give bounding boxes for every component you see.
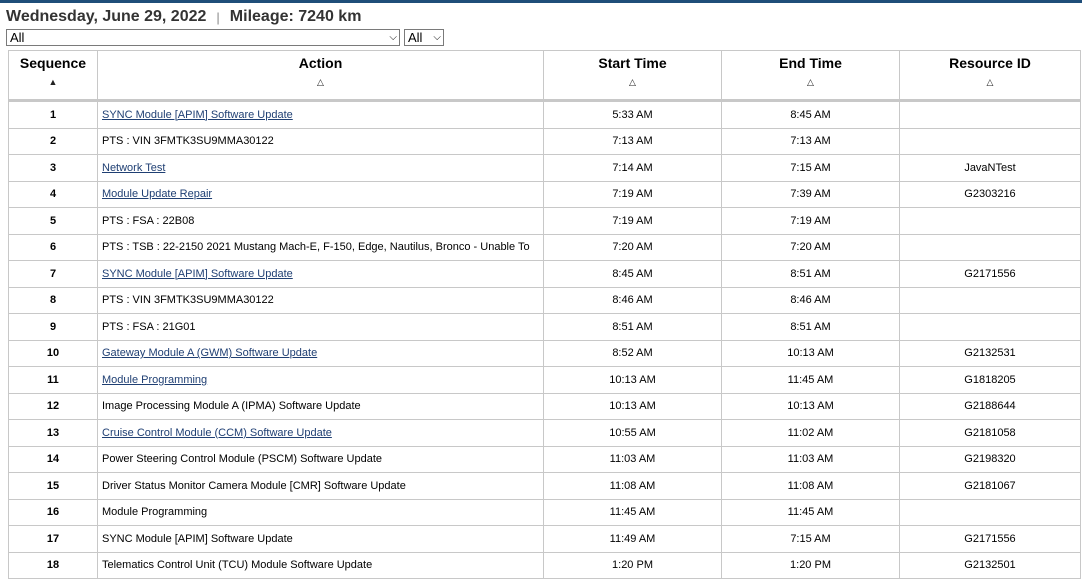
sequence-cell: 14 [9,446,98,473]
table-row [9,128,1081,155]
filter-select-secondary[interactable] [404,29,444,46]
action-cell [98,181,544,208]
end-time-cell: 7:15 AM [722,526,900,553]
end-time-cell: 10:13 AM [722,393,900,420]
sequence-cell: 12 [9,393,98,420]
header-separator: | [216,9,220,25]
resource-id-cell: G2188644 [900,393,1081,420]
filter-bar [6,29,444,46]
action-cell [98,420,544,447]
sequence-cell: 9 [9,314,98,341]
action-cell [98,499,544,526]
table-row [9,499,1081,526]
sequence-cell: 2 [9,128,98,155]
resource-id-cell [900,314,1081,341]
end-time-cell: 8:51 AM [722,261,900,288]
action-link[interactable]: Module Programming [102,373,208,386]
action-cell [98,128,544,155]
chevron-down-icon: ⌵ [433,31,441,43]
table-row [9,287,1081,314]
sequence-cell: 6 [9,234,98,261]
end-time-cell: 11:45 AM [722,499,900,526]
resource-id-cell [900,101,1081,129]
action-text: Module Programming [102,506,208,519]
action-cell [98,287,544,314]
start-time-cell: 7:19 AM [544,208,722,235]
end-time-cell: 7:19 AM [722,208,900,235]
action-link[interactable]: SYNC Module [APIM] Software Update [102,108,293,121]
action-text: Image Processing Module A (IPMA) Software Update [102,400,361,413]
col-header-sequence[interactable]: Sequence ▲ [9,51,98,101]
action-text: PTS : VIN 3FMTK3SU9MMA30122 [102,294,274,307]
end-time-cell: 8:51 AM [722,314,900,341]
start-time-cell: 10:13 AM [544,367,722,394]
table-row [9,552,1081,579]
start-time-cell: 7:14 AM [544,155,722,182]
filter-select-secondary-value: All [408,30,423,45]
action-cell [98,234,544,261]
resource-id-cell: G2132501 [900,552,1081,579]
start-time-cell: 8:46 AM [544,287,722,314]
table-row [9,340,1081,367]
start-time-cell: 10:55 AM [544,420,722,447]
sequence-cell: 3 [9,155,98,182]
start-time-cell: 11:49 AM [544,526,722,553]
resource-id-cell [900,287,1081,314]
top-border [0,0,1082,3]
sequence-cell: 5 [9,208,98,235]
start-time-cell: 11:08 AM [544,473,722,500]
sequence-cell: 13 [9,420,98,447]
sequence-cell: 17 [9,526,98,553]
end-time-cell: 7:20 AM [722,234,900,261]
sort-icon[interactable]: △ [986,77,994,87]
table-row [9,155,1081,182]
end-time-cell: 11:45 AM [722,367,900,394]
table-row [9,181,1081,208]
resource-id-cell [900,128,1081,155]
action-text: PTS : TSB : 22-2150 2021 Mustang Mach-E, F-150, Edge, Nautilus, Bronco - Unable To [102,241,530,254]
start-time-cell: 8:52 AM [544,340,722,367]
resource-id-cell: G1818205 [900,367,1081,394]
start-time-cell: 7:20 AM [544,234,722,261]
resource-id-cell: JavaNTest [900,155,1081,182]
end-time-cell: 8:45 AM [722,101,900,129]
sequence-cell: 8 [9,287,98,314]
table-header-row [9,51,1081,101]
sequence-cell: 15 [9,473,98,500]
action-cell [98,340,544,367]
resource-id-cell: G2132531 [900,340,1081,367]
action-cell [98,208,544,235]
table-row [9,314,1081,341]
action-text: PTS : VIN 3FMTK3SU9MMA30122 [102,135,274,148]
resource-id-cell: G2181067 [900,473,1081,500]
end-time-cell: 1:20 PM [722,552,900,579]
resource-id-cell: G2171556 [900,261,1081,288]
resource-id-cell: G2198320 [900,446,1081,473]
resource-id-cell: G2171556 [900,526,1081,553]
action-link[interactable]: SYNC Module [APIM] Software Update [102,267,293,280]
end-time-cell: 11:08 AM [722,473,900,500]
start-time-cell: 5:33 AM [544,101,722,129]
end-time-cell: 8:46 AM [722,287,900,314]
start-time-cell: 1:20 PM [544,552,722,579]
end-time-cell: 7:15 AM [722,155,900,182]
action-text: Telematics Control Unit (TCU) Module Software Update [102,559,373,572]
table-row [9,367,1081,394]
sequence-cell: 7 [9,261,98,288]
sequence-cell: 18 [9,552,98,579]
table-row [9,208,1081,235]
sequence-cell: 10 [9,340,98,367]
action-cell [98,367,544,394]
start-time-cell: 11:03 AM [544,446,722,473]
action-cell [98,526,544,553]
action-cell [98,261,544,288]
sort-icon[interactable]: △ [807,77,814,87]
action-cell [98,393,544,420]
sort-icon[interactable]: △︎ [317,77,324,87]
table-row [9,420,1081,447]
action-cell [98,155,544,182]
action-link[interactable]: Network Test [102,161,166,174]
action-link[interactable]: Module Update Repair [102,188,213,201]
session-table [8,50,1081,579]
action-text: Power Steering Control Module (PSCM) Software Update [102,453,383,466]
action-text: SYNC Module [APIM] Software Update [102,532,293,545]
sequence-cell: 4 [9,181,98,208]
action-text: PTS : FSA : 21G01 [102,320,196,333]
resource-id-cell [900,499,1081,526]
action-link[interactable]: Gateway Module A (GWM) Software Update [102,347,318,360]
table-row [9,234,1081,261]
sort-ascending-icon[interactable]: ▲ [48,77,58,87]
page-header [6,6,361,28]
col-header-resource-id[interactable]: Resource ID △ [900,51,1081,101]
filter-select-primary[interactable] [6,29,400,46]
start-time-cell: 7:19 AM [544,181,722,208]
end-time-cell: 11:02 AM [722,420,900,447]
resource-id-cell: G2303216 [900,181,1081,208]
end-time-cell: 11:03 AM [722,446,900,473]
end-time-cell: 7:13 AM [722,128,900,155]
date-title: Wednesday, June 29, 2022 [6,8,207,25]
start-time-cell: 7:13 AM [544,128,722,155]
chevron-down-icon: ⌵ [389,31,397,43]
action-link[interactable]: Cruise Control Module (CCM) Software Update [102,426,332,439]
end-time-cell: 7:39 AM [722,181,900,208]
table-body [9,101,1081,579]
table-row [9,393,1081,420]
start-time-cell: 8:45 AM [544,261,722,288]
action-cell [98,314,544,341]
end-time-cell: 10:13 AM [722,340,900,367]
col-header-action[interactable]: Action △︎ [98,51,544,101]
table-row [9,446,1081,473]
resource-id-cell [900,208,1081,235]
table-row [9,101,1081,129]
start-time-cell: 8:51 AM [544,314,722,341]
mileage-title: Mileage: 7240 km [229,8,362,25]
action-cell [98,101,544,129]
table-row [9,473,1081,500]
col-header-start-time[interactable]: Start Time △ [544,51,722,101]
table-row [9,261,1081,288]
resource-id-cell [900,234,1081,261]
start-time-cell: 10:13 AM [544,393,722,420]
col-header-end-time[interactable]: End Time △ [722,51,900,101]
sequence-cell: 16 [9,499,98,526]
sequence-cell: 11 [9,367,98,394]
start-time-cell: 11:45 AM [544,499,722,526]
sort-icon[interactable]: △ [629,77,636,87]
filter-select-primary-value: All [10,30,25,45]
action-text: PTS : FSA : 22B08 [102,214,195,227]
sequence-cell: 1 [9,101,98,129]
action-cell [98,446,544,473]
table-row [9,526,1081,553]
action-cell [98,473,544,500]
action-text: Driver Status Monitor Camera Module [CMR] Software Update [102,479,406,492]
action-cell [98,552,544,579]
resource-id-cell: G2181058 [900,420,1081,447]
